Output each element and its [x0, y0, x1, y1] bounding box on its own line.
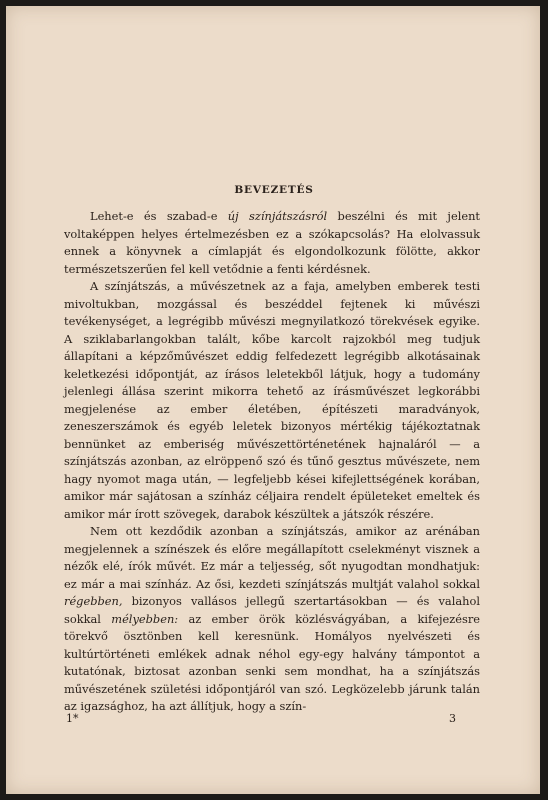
p3-text-e: az ember örök közlésvágyában, a kifejezésre törekvő ösztönben kell keresnünk. Homályos nyelvészeti és kultúrtörténeti emlékek adnak néhol egy-egy halvány támpontot a kutatónak, biztosat azonban senki sem mondhat, ha a színjátszás művészetének születési időpontjáról van szó. Legközelebb járunk talán az igazsághoz, ha azt állítjuk, hogy a szín- — [64, 611, 481, 713]
p3-emphasis-1: régebben, — [64, 594, 123, 608]
chapter-heading: BEVEZETÉS — [234, 184, 314, 196]
p3-text-a: Nem ott kezdődik azonban a színjátszás, amikor az arénában megjelennek a színészek és előre megállapított cselekményt visznek a nézők elé, írók művét. Ez már a teljesség, sőt nyugodtan mondhatjuk: ez már a mai színház. Az ősi, kezdeti színjátszás multját valahol sokkal — [64, 524, 480, 591]
page-number: 3 — [449, 712, 456, 725]
paragraph-2: A színjátszás, a művészetnek az a faja, amelyben emberek testi mivoltukban, mozgással és beszéddel fejtenek ki művészi tevékenységet, a legrégibb művészi megnyilatkozó törekvések egyike. A sziklabarlangokban talált, kőbe karcolt rajzokból meg tudjuk állapítani a képzőművészet eddig felfedezett legrégibb alkotásainak keletkezési időpontját, az írásos leletekből látjuk, hogy a tudomány jelenlegi állása szerint mikorra tehető az írásművészet legkorábbi megjelenése az ember életében, építészeti maradványok, zeneszerszámok és egyéb leletek bizonyos mértékig tájékoztatnak bennünket az emberiség művészettörténetének hajnaláról — a színjátszás azonban, az elröppenő szó és tűnő gesztus művészete, nem hagy nyomot maga után, — legfeljebb kései kifejlettségének korában, amikor már sajátosan a színház céljaira rendelt épületeket emeltek és amikor már írott szövegek, darabok készültek a játszók részére. — [64, 279, 480, 521]
signature-mark: 1* — [66, 712, 79, 725]
p1-text-a: Lehet-e és szabad-e — [90, 209, 228, 223]
paragraph-1 — [64, 208, 480, 278]
paragraph-3 — [64, 523, 480, 716]
p3-emphasis-2: mélyebben: — [111, 611, 179, 626]
body-text — [64, 208, 480, 716]
p1-emphasis: új színjátszásról — [227, 209, 328, 223]
p3-text-c: bizonyos vallásos jellegű szertartásokban — és valahol sokkal — [64, 594, 480, 626]
p1-text-c: beszélni és mit jelent voltaképpen helyes értelmezésben ez a szókapcsolás? Ha elolvassuk ennek a könyvnek a címlapját és elgondolkozunk fölötte, akkor természetszerűen fel kell vetődnie a fenti kérdésnek. — [64, 209, 480, 276]
